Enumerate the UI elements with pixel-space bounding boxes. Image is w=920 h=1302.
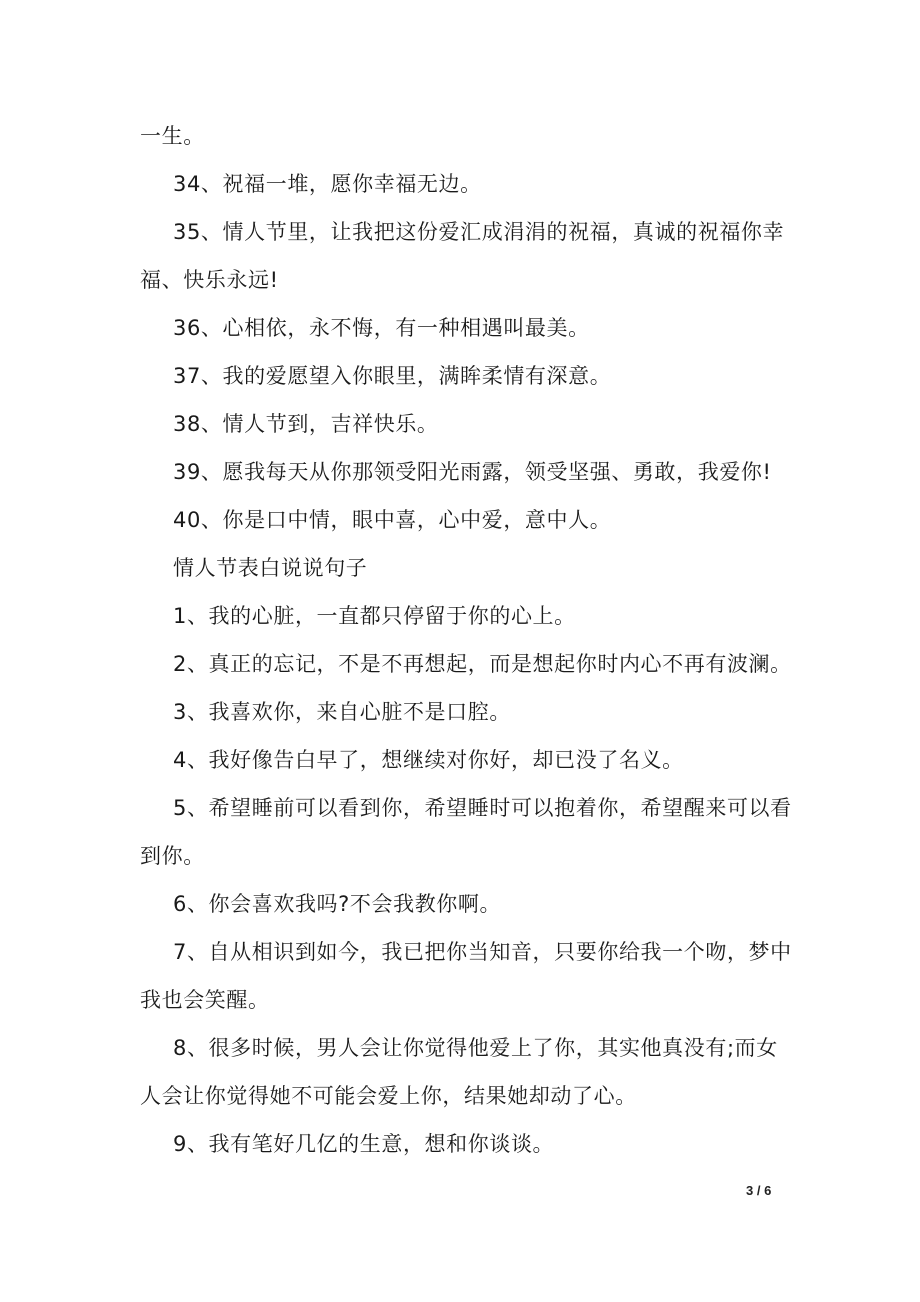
paragraph: 4、我好像告白早了，想继续对你好，却已没了名义。 [173,748,684,772]
paragraph: 39、愿我每天从你那领受阳光雨露，领受坚强、勇敢，我爱你! [173,460,772,484]
paragraph: 8、很多时候，男人会让你觉得他爱上了你，其实他真没有;而女 [173,1036,778,1060]
paragraph-continuation: 福、快乐永远! [140,268,279,292]
paragraph: 情人节表白说说句子 [173,556,368,580]
paragraph: 37、我的爱愿望入你眼里，满眸柔情有深意。 [173,364,612,388]
paragraph: 2、真正的忘记，不是不再想起，而是想起你时内心不再有波澜。 [173,652,792,676]
paragraph: 一生。 [140,124,205,148]
paragraph-continuation: 人会让你觉得她不可能会爱上你，结果她却动了心。 [140,1084,637,1108]
paragraph: 35、情人节里，让我把这份爱汇成涓涓的祝福，真诚的祝福你幸 [173,220,785,244]
paragraph: 1、我的心脏，一直都只停留于你的心上。 [173,604,576,628]
page-number: 3 / 6 [746,1183,772,1198]
paragraph: 38、情人节到，吉祥快乐。 [173,412,439,436]
paragraph: 9、我有笔好几亿的生意，想和你谈谈。 [173,1132,555,1156]
paragraph: 7、自从相识到如今，我已把你当知音，只要你给我一个吻，梦中 [173,940,792,964]
paragraph-continuation: 我也会笑醒。 [140,988,270,1012]
paragraph-continuation: 到你。 [140,844,205,868]
paragraph: 5、希望睡前可以看到你，希望睡时可以抱着你，希望醒来可以看 [173,796,792,820]
paragraph: 34、祝福一堆，愿你幸福无边。 [173,172,482,196]
paragraph: 40、你是口中情，眼中喜，心中爱，意中人。 [173,508,612,532]
paragraph: 36、心相依，永不悔，有一种相遇叫最美。 [173,316,590,340]
paragraph: 3、我喜欢你，来自心脏不是口腔。 [173,700,511,724]
document-body [140,112,792,1168]
paragraph: 6、你会喜欢我吗?不会我教你啊。 [173,892,502,916]
